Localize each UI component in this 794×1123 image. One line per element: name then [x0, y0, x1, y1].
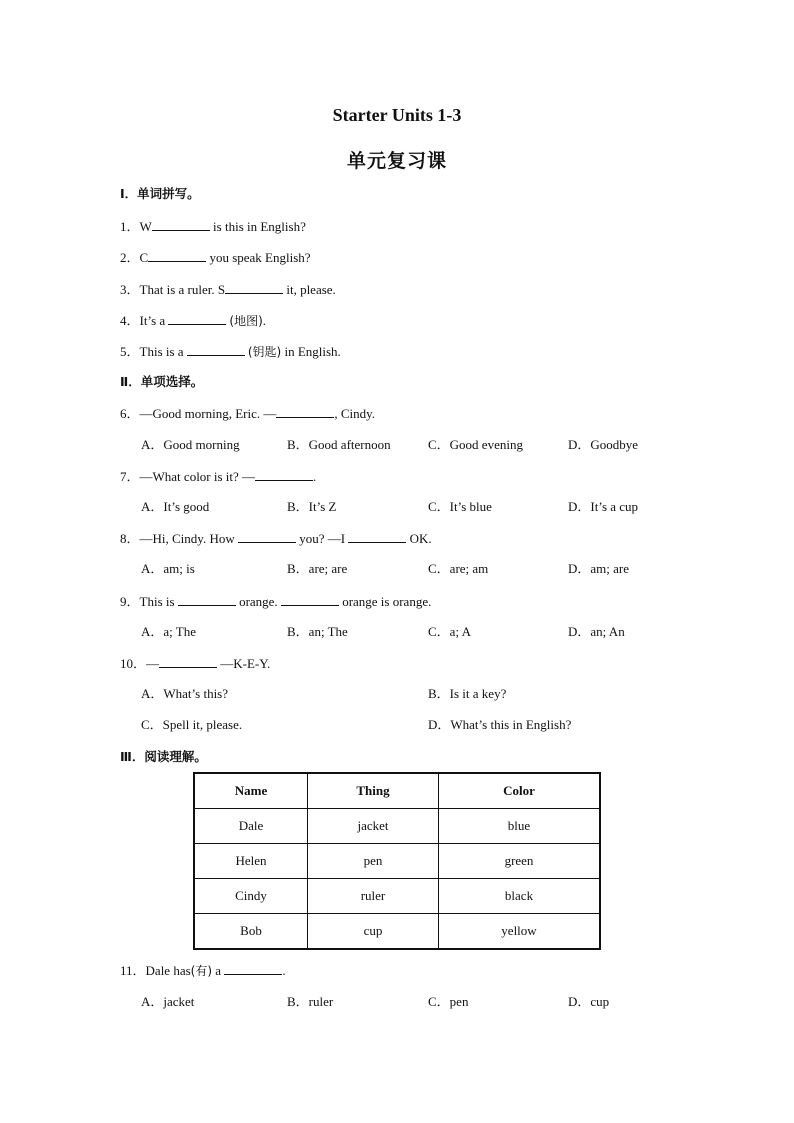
question-6 [120, 404, 375, 423]
answer-blank[interactable] [152, 217, 210, 231]
option-d[interactable]: D．an; An [568, 624, 625, 639]
answer-blank[interactable] [159, 654, 217, 668]
question-1 [120, 217, 306, 236]
table-cell: jacket [308, 809, 439, 844]
option-a[interactable]: A．a; The [141, 624, 196, 639]
question-text: it, please. [283, 282, 336, 297]
question-text: , Cindy. [334, 406, 376, 421]
question-text: in English. [281, 344, 341, 359]
option-b[interactable]: B．ruler [287, 994, 334, 1009]
answer-blank[interactable] [187, 342, 245, 356]
table-header-cell: Thing [308, 773, 439, 809]
answer-blank[interactable] [225, 280, 283, 294]
question-text: . [313, 469, 317, 484]
question-5 [120, 342, 341, 361]
chinese-hint: (地图) [229, 314, 263, 328]
answer-blank[interactable] [281, 592, 339, 606]
question-text: . [262, 313, 267, 328]
question-text: —Good morning, Eric. — [139, 406, 277, 421]
table-row [194, 844, 600, 879]
question-text: —Hi, Cindy. How [139, 531, 238, 546]
option-d[interactable]: D．What’s this in English? [428, 717, 572, 732]
question-text: is this in English? [209, 219, 306, 234]
table-header-cell: Name [194, 773, 308, 809]
question-text: This is [139, 594, 178, 609]
option-a[interactable]: A．It’s good [141, 499, 210, 514]
table-cell: blue [439, 809, 601, 844]
document-title: Starter Units 1-3 [332, 105, 462, 125]
section-3-heading: Ⅲ．阅读理解。 [120, 749, 207, 764]
chinese-hint: (钥匙) [247, 345, 282, 359]
info-table [193, 772, 601, 950]
question-number: 5． [120, 344, 140, 359]
question-text: C [139, 250, 149, 265]
option-c[interactable]: C．are; am [428, 561, 489, 576]
question-text: . [282, 963, 286, 978]
table-cell: cup [308, 914, 439, 950]
answer-blank[interactable] [348, 529, 406, 543]
answer-blank[interactable] [168, 311, 226, 325]
question-number: 11． [120, 963, 146, 978]
table-cell: Helen [194, 844, 308, 879]
question-8 [120, 529, 432, 548]
option-d[interactable]: D．It’s a cup [568, 499, 639, 514]
option-a[interactable]: A．jacket [141, 994, 195, 1009]
answer-blank[interactable] [224, 961, 282, 975]
question-text: This is a [139, 344, 187, 359]
option-a[interactable]: A．Good morning [141, 437, 240, 452]
option-c[interactable]: C．It’s blue [428, 499, 492, 514]
section-1-heading: Ⅰ．单词拼写。 [120, 186, 200, 201]
question-text: OK. [406, 531, 432, 546]
option-a[interactable]: A．What’s this? [141, 686, 229, 701]
question-text: orange. [235, 594, 281, 609]
answer-blank[interactable] [178, 592, 236, 606]
table-header-row [194, 773, 600, 809]
question-text: — [146, 656, 160, 671]
table-cell: Bob [194, 914, 308, 950]
answer-blank[interactable] [238, 529, 296, 543]
table-cell: Cindy [194, 879, 308, 914]
question-number: 1． [120, 219, 140, 234]
option-c[interactable]: C．pen [428, 994, 469, 1009]
table-cell: Dale [194, 809, 308, 844]
table-header-cell: Color [439, 773, 601, 809]
option-c[interactable]: C．a; A [428, 624, 471, 639]
section-2-heading: Ⅱ．单项选择。 [120, 374, 204, 389]
answer-blank[interactable] [148, 248, 206, 262]
question-text: you speak English? [206, 250, 311, 265]
question-text: That is a ruler. S [139, 282, 226, 297]
table-row [194, 914, 600, 950]
question-text: you? —I [295, 531, 349, 546]
document-subtitle: 单元复习课 [346, 150, 447, 172]
table-cell: yellow [439, 914, 601, 950]
option-b[interactable]: B．Good afternoon [287, 437, 391, 452]
question-text: It’s a [139, 313, 169, 328]
option-d[interactable]: D．am; are [568, 561, 630, 576]
option-c[interactable]: C．Good evening [428, 437, 523, 452]
table-cell: ruler [308, 879, 439, 914]
option-b[interactable]: B．are; are [287, 561, 348, 576]
question-text: —K-E-Y. [217, 656, 271, 671]
question-2 [120, 248, 311, 267]
chinese-hint: (有) [190, 964, 213, 978]
question-number: 2． [120, 250, 140, 265]
question-number: 6． [120, 406, 140, 421]
option-d[interactable]: D．cup [568, 994, 610, 1009]
option-d[interactable]: D．Goodbye [568, 437, 639, 452]
question-number: 8． [120, 531, 140, 546]
question-number: 10． [120, 656, 147, 671]
question-4 [120, 311, 266, 330]
answer-blank[interactable] [276, 404, 334, 418]
option-b[interactable]: B．It’s Z [287, 499, 337, 514]
question-7 [120, 467, 316, 486]
question-text: —What color is it? — [139, 469, 256, 484]
question-number: 9． [120, 594, 140, 609]
question-number: 7． [120, 469, 140, 484]
question-3 [120, 280, 336, 299]
option-b[interactable]: B．Is it a key? [428, 686, 507, 701]
table-cell: black [439, 879, 601, 914]
question-text: W [139, 219, 152, 234]
option-c[interactable]: C．Spell it, please. [141, 717, 243, 732]
question-9 [120, 592, 431, 611]
question-text: Dale has [145, 963, 191, 978]
option-a[interactable]: A．am; is [141, 561, 195, 576]
question-11 [120, 961, 286, 980]
answer-blank[interactable] [255, 467, 313, 481]
option-b[interactable]: B．an; The [287, 624, 348, 639]
question-text: orange is orange. [338, 594, 432, 609]
table-row [194, 809, 600, 844]
table-cell: pen [308, 844, 439, 879]
table-cell: green [439, 844, 601, 879]
table-row [194, 879, 600, 914]
question-number: 3． [120, 282, 140, 297]
question-10 [120, 654, 270, 673]
question-number: 4． [120, 313, 140, 328]
question-text: a [212, 963, 225, 978]
